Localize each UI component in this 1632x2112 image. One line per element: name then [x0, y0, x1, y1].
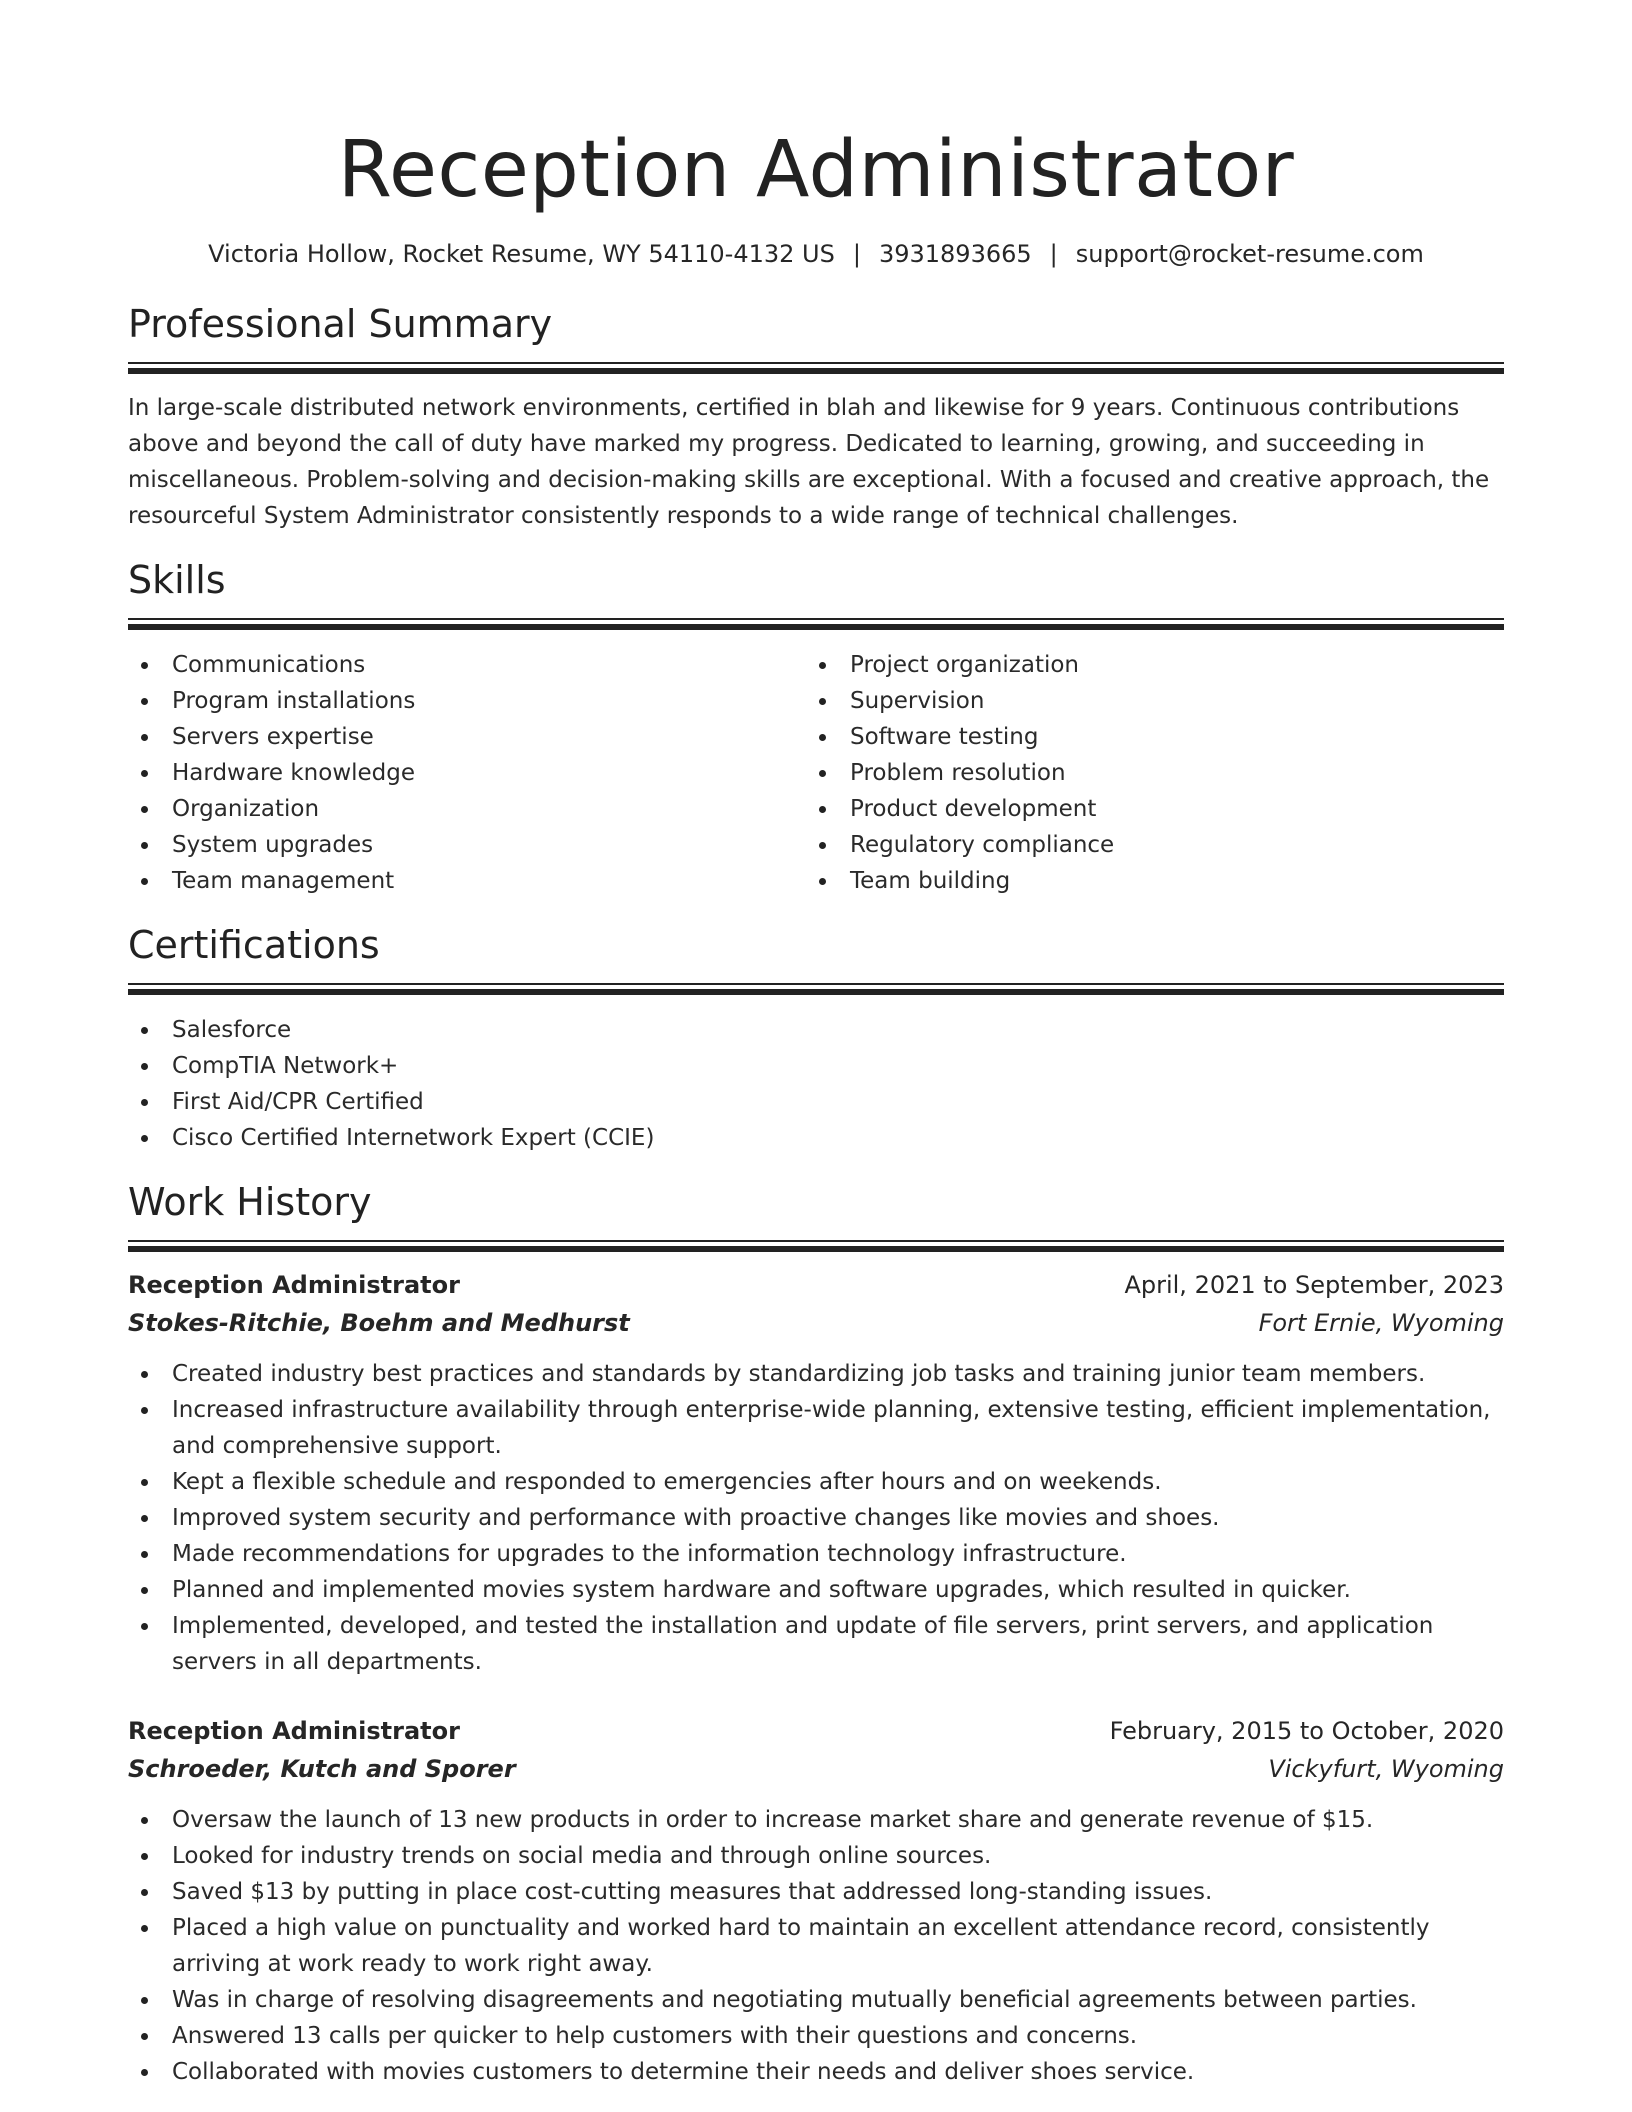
skill-item: Team building — [806, 863, 1484, 899]
job-bullet: Saved $13 by putting in place cost-cutting measures that addressed long-standing issues. — [128, 1874, 1504, 1910]
job-title: Reception Administrator — [128, 1271, 460, 1299]
job-bullet: Implemented, developed, and tested the installation and update of file servers, print servers, and application servers in all departments. — [128, 1608, 1504, 1680]
job-bullet: Made recommendations for upgrades to the information technology infrastructure. — [128, 1536, 1504, 1572]
job-dates: February, 2015 to October, 2020 — [1109, 1717, 1504, 1745]
contact-email: support@rocket-resume.com — [1075, 240, 1424, 268]
section-divider — [128, 983, 1504, 995]
skills-left-list — [128, 647, 806, 899]
skill-item: Hardware knowledge — [128, 755, 806, 791]
contact-separator: | — [852, 240, 861, 268]
job-subheader-row — [128, 1304, 1504, 1342]
skills-columns — [128, 647, 1504, 899]
resume-page — [128, 0, 1504, 2090]
job-company: Schroeder, Kutch and Sporer — [128, 1755, 516, 1783]
job-entry — [128, 1266, 1504, 1680]
summary-section — [128, 300, 1504, 534]
job-bullet: Increased infrastructure availability through enterprise-wide planning, extensive testing, efficient implementation, and comprehensive support. — [128, 1392, 1504, 1464]
certification-item: Cisco Certified Internetwork Expert (CCIE) — [128, 1120, 1504, 1156]
certifications-list — [128, 1012, 1504, 1156]
job-bullet: Answered 13 calls per quicker to help customers with their questions and concerns. — [128, 2018, 1504, 2054]
section-divider — [128, 362, 1504, 374]
job-bullet: Improved system security and performance with proactive changes like movies and shoes. — [128, 1500, 1504, 1536]
contact-phone: 3931893665 — [878, 240, 1032, 268]
job-bullet: Oversaw the launch of 13 new products in order to increase market share and generate revenue of $15. — [128, 1802, 1504, 1838]
skill-item: Project organization — [806, 647, 1484, 683]
summary-text: In large-scale distributed network environments, certified in blah and likewise for 9 years. Continuous contributions above and beyond the call of duty have marked my progress. Dedicated to learning, growing, and succeeding in miscellaneous. Problem-solving and decision-making skills are exceptional. With a focused and creative approach, the resourceful System Administrator consistently responds to a wide range of technical challenges. — [128, 395, 1490, 529]
skills-heading: Skills — [128, 558, 226, 602]
contact-address: Victoria Hollow, Rocket Resume, WY 54110-4132 US — [208, 240, 835, 268]
job-dates: April, 2021 to September, 2023 — [1124, 1271, 1504, 1299]
section-divider — [128, 1240, 1504, 1252]
skill-item: Program installations — [128, 683, 806, 719]
job-bullet: Placed a high value on punctuality and worked hard to maintain an excellent attendance record, consistently arriving at work ready to work right away. — [128, 1910, 1504, 1982]
skill-item: Communications — [128, 647, 806, 683]
skill-item: System upgrades — [128, 827, 806, 863]
work-history-heading: Work History — [128, 1180, 372, 1224]
job-bullets — [128, 1802, 1504, 2090]
summary-heading: Professional Summary — [128, 302, 553, 346]
job-entry — [128, 1712, 1504, 2090]
job-bullets — [128, 1356, 1504, 1680]
work-history-section — [128, 1178, 1504, 2090]
job-company: Stokes-Ritchie, Boehm and Medhurst — [128, 1309, 630, 1337]
job-bullet: Kept a flexible schedule and responded to emergencies after hours and on weekends. — [128, 1464, 1504, 1500]
certifications-heading: Certifications — [128, 923, 380, 967]
job-bullet: Looked for industry trends on social media and through online sources. — [128, 1838, 1504, 1874]
contact-separator: | — [1049, 240, 1058, 268]
job-bullet: Collaborated with movies customers to determine their needs and deliver shoes service. — [128, 2054, 1504, 2090]
job-title: Reception Administrator — [128, 1717, 460, 1745]
job-bullet: Was in charge of resolving disagreements and negotiating mutually beneficial agreements between parties. — [128, 1982, 1504, 2018]
skills-right-list — [806, 647, 1484, 899]
job-header-row — [128, 1266, 1504, 1304]
skill-item: Supervision — [806, 683, 1484, 719]
certifications-section — [128, 921, 1504, 1156]
skills-section — [128, 556, 1504, 899]
skill-item: Problem resolution — [806, 755, 1484, 791]
job-location: Fort Ernie, Wyoming — [1258, 1309, 1504, 1337]
skill-item: Software testing — [806, 719, 1484, 755]
section-divider — [128, 618, 1504, 630]
skill-item: Servers expertise — [128, 719, 806, 755]
job-header-row — [128, 1712, 1504, 1750]
skill-item: Regulatory compliance — [806, 827, 1484, 863]
contact-line — [128, 238, 1504, 270]
skill-item: Organization — [128, 791, 806, 827]
job-location: Vickyfurt, Wyoming — [1268, 1755, 1504, 1783]
certification-item: CompTIA Network+ — [128, 1048, 1504, 1084]
certification-item: First Aid/CPR Certified — [128, 1084, 1504, 1120]
candidate-name: Reception Administrator — [337, 125, 1295, 215]
certification-item: Salesforce — [128, 1012, 1504, 1048]
job-bullet: Planned and implemented movies system hardware and software upgrades, which resulted in quicker. — [128, 1572, 1504, 1608]
skill-item: Product development — [806, 791, 1484, 827]
job-bullet: Created industry best practices and standards by standardizing job tasks and training junior team members. — [128, 1356, 1504, 1392]
job-subheader-row — [128, 1750, 1504, 1788]
skill-item: Team management — [128, 863, 806, 899]
